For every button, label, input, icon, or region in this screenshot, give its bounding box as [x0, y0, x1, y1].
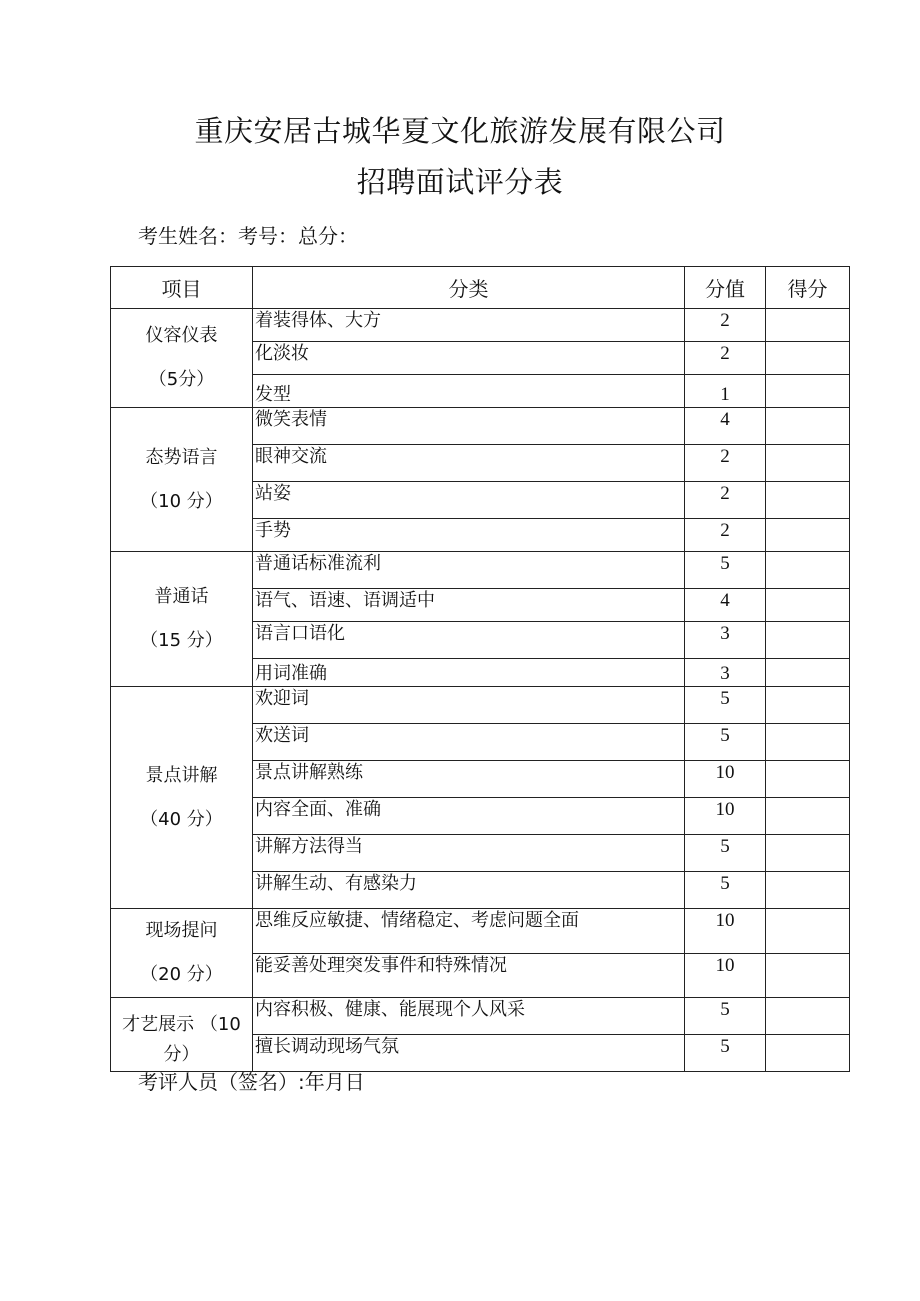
score-cell[interactable] — [766, 622, 850, 659]
item-points: 10 — [685, 798, 766, 835]
table-row — [111, 552, 850, 589]
item-label: 发型 — [253, 375, 685, 408]
category-talent-wrap — [111, 1010, 252, 1070]
table-row — [111, 909, 850, 954]
item-points: 5 — [685, 552, 766, 589]
item-label: 能妥善处理突发事件和特殊情况 — [253, 953, 685, 998]
item-points: 2 — [685, 519, 766, 552]
candidate-info-line: 考生姓名：考号：总分： — [138, 224, 358, 248]
item-points: 4 — [685, 589, 766, 622]
score-cell[interactable] — [766, 309, 850, 342]
item-label: 站姿 — [253, 482, 685, 519]
score-cell[interactable] — [766, 482, 850, 519]
item-points: 5 — [685, 687, 766, 724]
score-cell[interactable] — [766, 909, 850, 954]
category-onsite-questions — [111, 909, 253, 998]
item-points: 10 — [685, 761, 766, 798]
score-cell[interactable] — [766, 589, 850, 622]
score-cell[interactable] — [766, 998, 850, 1035]
item-label: 化淡妆 — [253, 342, 685, 375]
item-label: 微笑表情 — [253, 408, 685, 445]
scoring-table — [110, 266, 850, 1072]
score-cell[interactable] — [766, 835, 850, 872]
category-talent-show — [111, 998, 253, 1072]
score-cell[interactable] — [766, 687, 850, 724]
category-total: （10 分） — [163, 1014, 241, 1065]
category-name: 景点讲解 — [145, 764, 218, 786]
table-header-row — [111, 267, 850, 309]
item-label: 普通话标准流利 — [253, 552, 685, 589]
item-points: 10 — [685, 909, 766, 954]
item-label: 内容全面、准确 — [253, 798, 685, 835]
item-points: 4 — [685, 408, 766, 445]
item-label: 内容积极、健康、能展现个人风采 — [253, 998, 685, 1035]
category-total: （20 分） — [140, 964, 223, 985]
category-mandarin — [111, 552, 253, 687]
score-cell[interactable] — [766, 552, 850, 589]
item-label: 思维反应敏捷、情绪稳定、考虑问题全面 — [253, 909, 685, 954]
score-cell[interactable] — [766, 408, 850, 445]
score-cell[interactable] — [766, 1035, 850, 1072]
category-total: （10 分） — [140, 490, 223, 512]
company-title: 重庆安居古城华夏文化旅游发展有限公司 — [194, 114, 726, 148]
table-row — [111, 408, 850, 445]
item-points: 3 — [685, 659, 766, 687]
item-points: 2 — [685, 445, 766, 482]
item-points: 2 — [685, 309, 766, 342]
score-cell[interactable] — [766, 724, 850, 761]
item-points: 5 — [685, 872, 766, 909]
score-cell[interactable] — [766, 761, 850, 798]
category-scenic-narration — [111, 687, 253, 909]
item-label: 着装得体、大方 — [253, 309, 685, 342]
item-points: 3 — [685, 622, 766, 659]
form-title: 招聘面试评分表 — [356, 165, 564, 199]
item-points: 2 — [685, 482, 766, 519]
item-label: 用词准确 — [253, 659, 685, 687]
item-label: 欢送词 — [253, 724, 685, 761]
table-row — [111, 998, 850, 1035]
category-body-language — [111, 408, 253, 552]
item-points: 2 — [685, 342, 766, 375]
score-cell[interactable] — [766, 519, 850, 552]
item-points: 10 — [685, 953, 766, 998]
item-points: 1 — [685, 375, 766, 408]
category-total: （15 分） — [140, 630, 223, 651]
score-cell[interactable] — [766, 798, 850, 835]
category-name: 普通话 — [154, 586, 209, 607]
table-row — [111, 687, 850, 724]
item-label: 景点讲解熟练 — [253, 761, 685, 798]
category-total: （40 分） — [140, 808, 223, 830]
item-label: 讲解方法得当 — [253, 835, 685, 872]
item-label: 手势 — [253, 519, 685, 552]
header-item: 项目 — [111, 267, 253, 309]
examiner-signature-line: 考评人员（签名）:年月日 — [138, 1070, 365, 1094]
item-label: 擅长调动现场气氛 — [253, 1035, 685, 1072]
category-name: 现场提问 — [145, 920, 218, 941]
category-name: 态势语言 — [145, 446, 218, 468]
category-name: 才艺展示 — [122, 1014, 195, 1035]
item-label: 语言口语化 — [253, 622, 685, 659]
item-label: 眼神交流 — [253, 445, 685, 482]
item-label: 欢迎词 — [253, 687, 685, 724]
header-score: 得分 — [766, 267, 850, 309]
score-cell[interactable] — [766, 953, 850, 998]
header-category: 分类 — [253, 267, 685, 309]
score-cell[interactable] — [766, 659, 850, 687]
score-cell[interactable] — [766, 872, 850, 909]
table-row — [111, 309, 850, 342]
category-name: 仪容仪表 — [145, 325, 218, 346]
category-appearance — [111, 309, 253, 408]
score-cell[interactable] — [766, 445, 850, 482]
item-points: 5 — [685, 724, 766, 761]
item-label: 语气、语速、语调适中 — [253, 589, 685, 622]
score-cell[interactable] — [766, 342, 850, 375]
category-total: （5分） — [148, 369, 215, 390]
item-label: 讲解生动、有感染力 — [253, 872, 685, 909]
score-cell[interactable] — [766, 375, 850, 408]
item-points: 5 — [685, 835, 766, 872]
item-points: 5 — [685, 1035, 766, 1072]
item-points: 5 — [685, 998, 766, 1035]
header-points: 分值 — [685, 267, 766, 309]
